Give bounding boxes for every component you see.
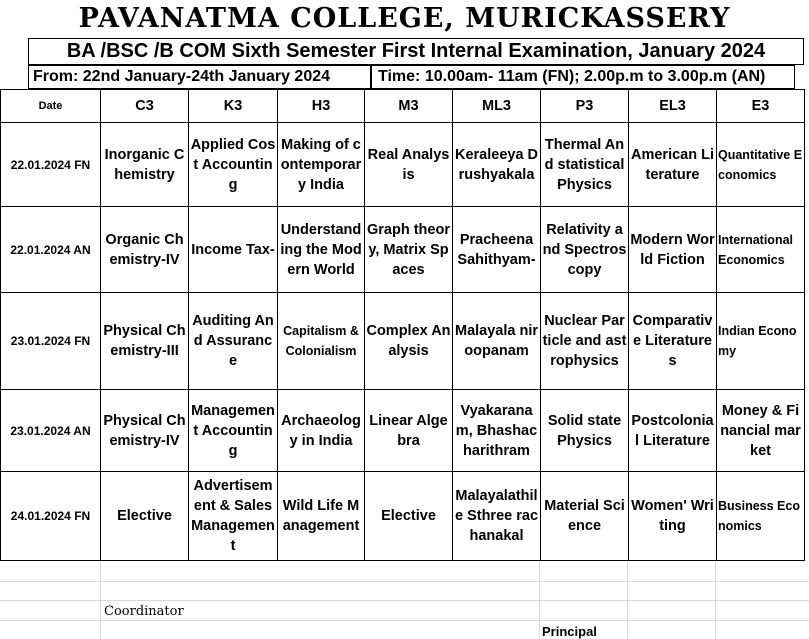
- table-cell: Graph theory, Matrix Spaces: [365, 207, 453, 293]
- table-cell: Nuclear Particle and astrophysics: [541, 293, 629, 390]
- header-k3: K3: [189, 90, 278, 123]
- table-cell: Malayalathile Sthree rachanakal: [453, 472, 541, 561]
- sheet-gridline: [100, 562, 101, 639]
- exam-subtitle: BA /BSC /B COM Sixth Semester First Internal Examination, January 2024: [28, 38, 804, 65]
- table-cell: Keraleeya Drushyakala: [453, 123, 541, 207]
- header-date: Date: [1, 90, 101, 123]
- sheet-gridline: [715, 562, 716, 639]
- header-m3: M3: [365, 90, 453, 123]
- table-cell: Income Tax-: [189, 207, 278, 293]
- table-cell: Advertisement & Sales Management: [189, 472, 278, 561]
- table-cell: International Economics: [717, 207, 805, 293]
- sheet-gridline: [539, 562, 540, 639]
- table-row: [1, 123, 805, 207]
- table-cell: Malayala niroopanam: [453, 293, 541, 390]
- table-row: [1, 390, 805, 472]
- table-cell: Elective: [101, 472, 189, 561]
- table-cell: Physical Chemistry-IV: [101, 390, 189, 472]
- header-p3: P3: [541, 90, 629, 123]
- sheet-gridline: [627, 562, 628, 639]
- table-row: [1, 293, 805, 390]
- table-cell: Material Science: [541, 472, 629, 561]
- table-cell: Wild Life Management: [278, 472, 365, 561]
- header-e3: E3: [717, 90, 805, 123]
- row-date: 23.01.2024 FN: [1, 293, 101, 390]
- row-date: 23.01.2024 AN: [1, 390, 101, 472]
- table-cell: Pracheena Sahithyam-: [453, 207, 541, 293]
- sheet-gridline: [0, 600, 809, 601]
- header-c3: C3: [101, 90, 189, 123]
- table-cell: Physical Chemistry-III: [101, 293, 189, 390]
- table-cell: Quantitative Economics: [717, 123, 805, 207]
- table-cell: Vyakaranam, Bhashacharithram: [453, 390, 541, 472]
- table-cell: Thermal And statistical Physics: [541, 123, 629, 207]
- sheet-gridline: [0, 620, 809, 621]
- table-cell: Postcolonial Literature: [629, 390, 717, 472]
- row-date: 22.01.2024 AN: [1, 207, 101, 293]
- exam-timetable: [0, 89, 805, 561]
- date-range: From: 22nd January-24th January 2024: [28, 65, 371, 89]
- table-cell: Women' Writing: [629, 472, 717, 561]
- table-cell: Relativity and Spectroscopy: [541, 207, 629, 293]
- table-cell: Management Accounting: [189, 390, 278, 472]
- table-cell: Indian Economy: [717, 293, 805, 390]
- header-row: [1, 90, 805, 123]
- header-ml3: ML3: [453, 90, 541, 123]
- table-cell: Archaeology in India: [278, 390, 365, 472]
- table-cell: American Literature: [629, 123, 717, 207]
- table-cell: Elective: [365, 472, 453, 561]
- principal-label: Principal: [542, 624, 597, 639]
- table-cell: Business Economics: [717, 472, 805, 561]
- table-cell: Inorganic Chemistry: [101, 123, 189, 207]
- table-cell: Making of contemporary India: [278, 123, 365, 207]
- table-cell: Organic Chemistry-IV: [101, 207, 189, 293]
- coordinator-label: Coordinator: [104, 604, 184, 619]
- header-el3: EL3: [629, 90, 717, 123]
- header-h3: H3: [278, 90, 365, 123]
- table-cell: Complex Analysis: [365, 293, 453, 390]
- table-cell: Capitalism & Colonialism: [278, 293, 365, 390]
- exam-timing: Time: 10.00am- 11am (FN); 2.00p.m to 3.00p.m (AN): [371, 65, 795, 89]
- table-row: [1, 472, 805, 561]
- table-cell: Understanding the Modern World: [278, 207, 365, 293]
- table-cell: Comparative Literatures: [629, 293, 717, 390]
- sheet-gridline: [0, 581, 809, 582]
- table-cell: Money & Financial market: [717, 390, 805, 472]
- table-cell: Applied Cost Accounting: [189, 123, 278, 207]
- row-date: 22.01.2024 FN: [1, 123, 101, 207]
- college-title: PAVANATMA COLLEGE, MURICKASSERY: [78, 3, 731, 34]
- table-cell: Linear Algebra: [365, 390, 453, 472]
- table-cell: Auditing And Assurance: [189, 293, 278, 390]
- table-cell: Solid state Physics: [541, 390, 629, 472]
- row-date: 24.01.2024 FN: [1, 472, 101, 561]
- table-cell: Modern World Fiction: [629, 207, 717, 293]
- table-cell: Real Analysis: [365, 123, 453, 207]
- table-row: [1, 207, 805, 293]
